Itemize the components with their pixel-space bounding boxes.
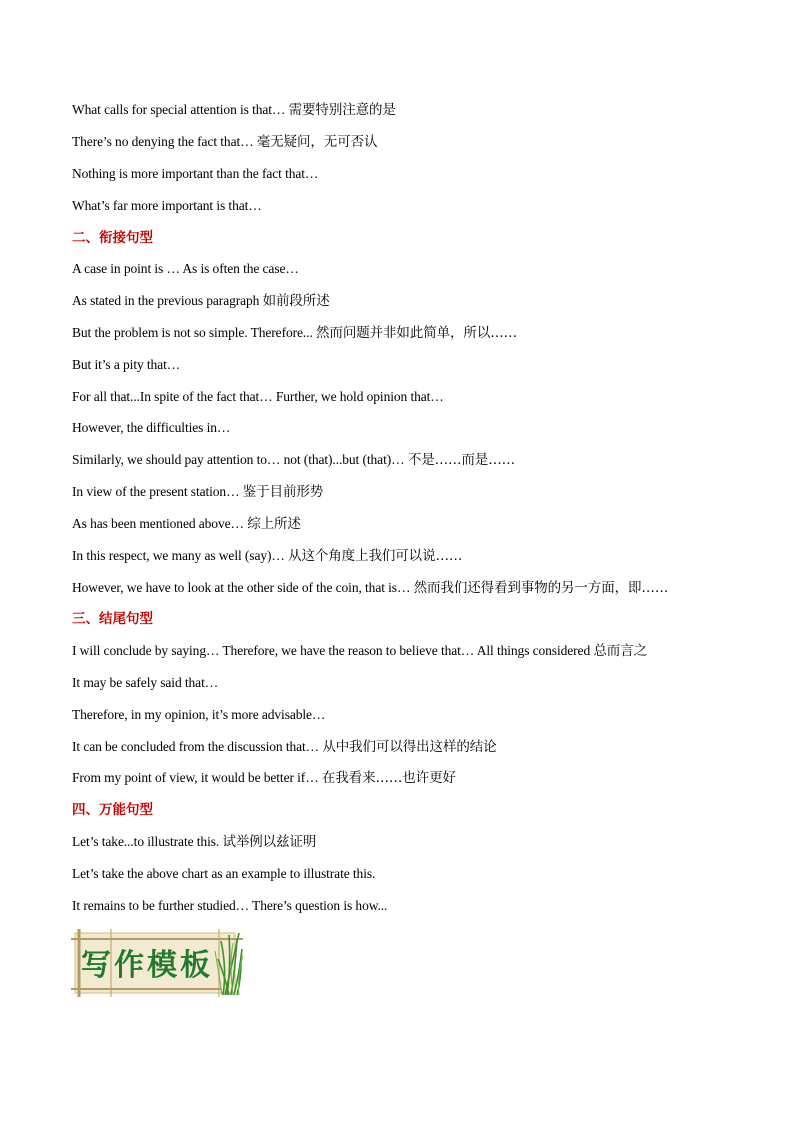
phrase-line [72, 450, 515, 470]
phrase-line [72, 832, 316, 852]
phrase-line [72, 864, 375, 884]
phrase-zh: 从这个角度上我们可以说…… [288, 548, 463, 564]
phrase-en: From my point of view, it would be better if… [72, 770, 319, 785]
phrase-line [72, 259, 299, 279]
phrase-line [72, 132, 377, 152]
phrase-line [72, 546, 462, 566]
phrase-en: What’s far more important is that… [72, 198, 262, 213]
phrase-line [72, 673, 218, 693]
phrase-zh: 不是……而是…… [407, 452, 516, 468]
phrase-en: Therefore, in my opinion, it’s more advisable… [72, 707, 326, 722]
phrase-en: It may be safely said that… [72, 675, 219, 690]
phrase-en: In view of the present station… [72, 484, 240, 499]
phrase-line [72, 896, 387, 916]
phrase-en: As has been mentioned above… [72, 516, 244, 531]
phrase-zh: 总而言之 [593, 643, 647, 659]
phrase-line [72, 196, 262, 216]
phrase-line [72, 705, 325, 725]
phrase-line [72, 768, 456, 788]
phrase-zh: 在我看来……也许更好 [321, 770, 456, 786]
phrase-en: A case in point is … As is often the case… [72, 261, 299, 276]
banner-text: 写作模板 [81, 948, 213, 983]
phrase-line [72, 355, 180, 375]
phrase-line [72, 578, 668, 598]
phrase-en: What calls for special attention is that… [72, 102, 286, 117]
phrase-en: For all that...In spite of the fact that… Further, we hold opinion that… [72, 389, 444, 404]
phrase-line [72, 641, 647, 661]
phrase-en: Let’s take the above chart as an example to illustrate this. [72, 866, 376, 881]
phrase-zh: 鉴于目前形势 [242, 484, 324, 500]
section-heading-universal: 四、万能句型 [72, 802, 153, 818]
phrase-en: There’s no denying the fact that… [72, 134, 254, 149]
phrase-zh: 试举例以兹证明 [222, 834, 317, 850]
phrase-en: I will conclude by saying… Therefore, we have the reason to believe that… All things considered [72, 643, 591, 658]
phrase-zh: 然而问题并非如此简单，所以…… [316, 325, 518, 341]
phrase-zh: 然而我们还得看到事物的另一方面，即…… [413, 580, 669, 596]
phrase-zh: 需要特别注意的是 [288, 102, 396, 118]
phrase-en: But the problem is not so simple. Therefore... [72, 325, 313, 340]
phrase-en: In this respect, we many as well (say)… [72, 548, 285, 563]
phrase-en: Nothing is more important than the fact that… [72, 166, 319, 181]
phrase-line [72, 387, 444, 407]
phrase-en: It remains to be further studied… There’s question is how... [72, 898, 388, 913]
phrase-line [72, 418, 230, 438]
phrase-en: But it’s a pity that… [72, 357, 181, 372]
phrase-zh: 综上所述 [247, 516, 301, 532]
phrase-line [72, 291, 330, 311]
phrase-en: However, the difficulties in… [72, 420, 231, 435]
phrase-en: Similarly, we should pay attention to… not (that)...but (that)… [72, 452, 405, 467]
phrase-line [72, 323, 517, 343]
phrase-en: As stated in the previous paragraph [72, 293, 260, 308]
phrase-line [72, 100, 396, 120]
banner-graphic [71, 929, 243, 997]
section-heading-conclusion: 三、结尾句型 [72, 611, 153, 627]
phrase-zh: 如前段所述 [262, 293, 330, 309]
phrase-zh: 从中我们可以得出这样的结论 [322, 739, 497, 755]
phrase-en: Let’s take...to illustrate this. [72, 834, 220, 849]
phrase-line [72, 164, 318, 184]
phrase-zh: 毫无疑问，无可否认 [256, 134, 378, 150]
phrase-en: It can be concluded from the discussion that… [72, 739, 320, 754]
phrase-en: However, we have to look at the other side of the coin, that is… [72, 580, 411, 595]
phrase-line [72, 737, 497, 757]
writing-template-banner [71, 929, 243, 997]
phrase-line [72, 514, 301, 534]
phrase-line [72, 482, 323, 502]
section-heading-transition: 二、衔接句型 [72, 230, 153, 246]
